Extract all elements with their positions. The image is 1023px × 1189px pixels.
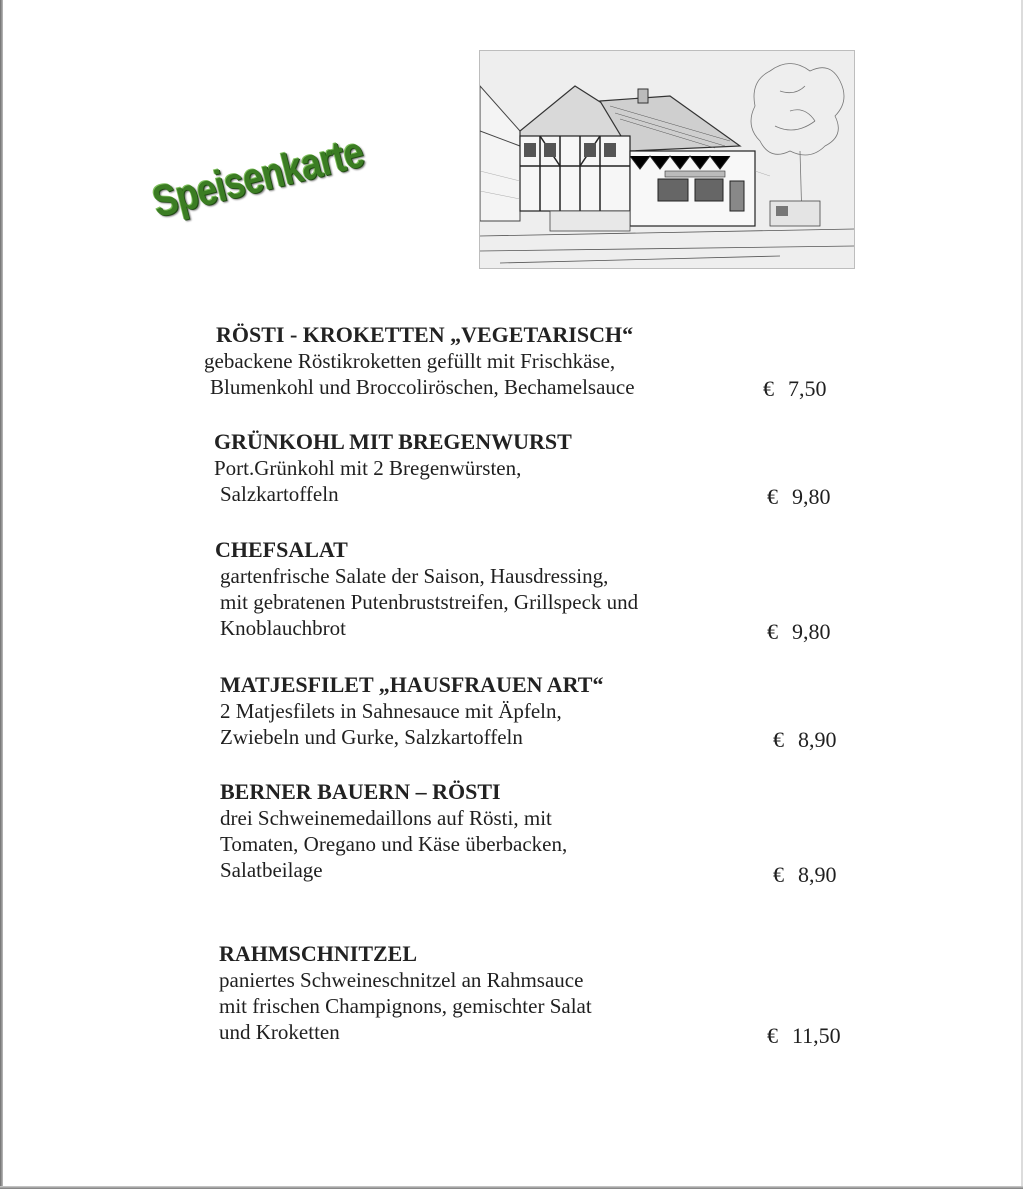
menu-item-name: RAHMSCHNITZEL <box>219 941 418 966</box>
menu-item-price <box>767 1023 841 1049</box>
menu-item-price <box>773 862 837 888</box>
menu-item-desc-line: 2 Matjesfilets in Sahnesauce mit Äpfeln, <box>220 699 562 723</box>
currency-symbol: € <box>767 1023 778 1048</box>
price-value: 11,50 <box>792 1023 841 1048</box>
currency-symbol: € <box>763 376 774 401</box>
price-value: 9,80 <box>792 484 831 509</box>
currency-symbol: € <box>767 619 778 644</box>
currency-symbol: € <box>767 484 778 509</box>
menu-item-price <box>773 727 837 753</box>
menu-item-desc-line: gebackene Röstikroketten gefüllt mit Frischkäse, <box>204 349 616 373</box>
menu-item <box>220 672 603 750</box>
menu-item-desc-line: paniertes Schweineschnitzel an Rahmsauce <box>219 968 584 992</box>
half-timbered-house-drawing-icon <box>479 50 855 269</box>
menu-item-name: GRÜNKOHL MIT BREGENWURST <box>214 429 572 454</box>
menu-item-desc-line: Zwiebeln und Gurke, Salzkartoffeln <box>220 725 523 749</box>
price-value: 7,50 <box>788 376 827 401</box>
menu-item-name: BERNER BAUERN – RÖSTI <box>220 779 501 804</box>
menu-title: Speisenkarte <box>147 127 369 228</box>
menu-item <box>204 322 635 400</box>
menu-item <box>215 537 638 641</box>
menu-item-desc-line: Blumenkohl und Broccoliröschen, Bechamelsauce <box>210 375 635 399</box>
menu-item-desc-line: Tomaten, Oregano und Käse überbacken, <box>220 832 568 856</box>
menu-item-desc-line: Salatbeilage <box>220 858 323 882</box>
menu-item-name: RÖSTI - KROKETTEN „VEGETARISCH“ <box>216 322 634 347</box>
price-value: 8,90 <box>798 862 837 887</box>
menu-item-desc-line: Port.Grünkohl mit 2 Bregenwürsten, <box>214 456 522 480</box>
currency-symbol: € <box>773 727 784 752</box>
menu-item-desc-line: gartenfrische Salate der Saison, Hausdressing, <box>220 564 609 588</box>
menu-item-desc-line: Knoblauchbrot <box>220 616 346 640</box>
scan-edge-left <box>0 0 3 1189</box>
menu-item-desc-line: und Kroketten <box>219 1020 340 1044</box>
menu-item-price <box>767 484 831 510</box>
menu-item-desc-line: drei Schweinemedaillons auf Rösti, mit <box>220 806 552 830</box>
menu-item <box>220 779 567 883</box>
menu-item-price <box>763 376 827 402</box>
menu-item-desc-line: Salzkartoffeln <box>220 482 339 506</box>
menu-item-price <box>767 619 831 645</box>
menu-item-name: MATJESFILET „HAUSFRAUEN ART“ <box>220 672 604 697</box>
menu-item-desc-line: mit frischen Champignons, gemischter Salat <box>219 994 592 1018</box>
menu-item-desc-line: mit gebratenen Putenbruststreifen, Grillspeck und <box>220 590 639 614</box>
menu-item-name: CHEFSALAT <box>215 537 348 562</box>
menu-item <box>219 941 592 1045</box>
menu-item <box>214 429 572 507</box>
price-value: 8,90 <box>798 727 837 752</box>
price-value: 9,80 <box>792 619 831 644</box>
currency-symbol: € <box>773 862 784 887</box>
